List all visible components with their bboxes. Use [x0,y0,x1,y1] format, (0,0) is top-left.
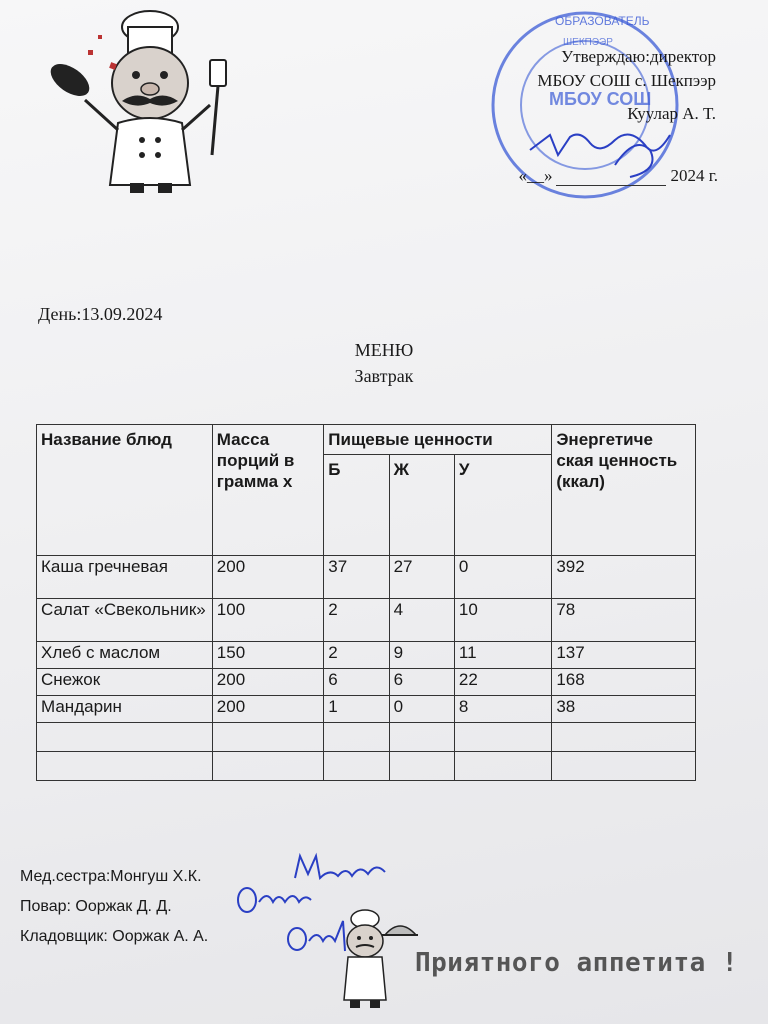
cell-mass: 200 [212,696,324,723]
menu-title: МЕНЮ [354,340,414,360]
cell-b: 6 [324,669,389,696]
cell-mass: 200 [212,669,324,696]
stamp-text-bot: ШЕКПЭЭР [563,37,613,48]
table-row [37,696,696,723]
menu-table [36,424,696,781]
chef-with-cloche-illustration [330,905,420,1010]
approval-title: Утверждаю:директор [561,47,716,66]
table-row-empty [37,752,696,781]
approval-school: МБОУ СОШ с. Шекпээр [537,71,716,90]
cell-name: Каша гречневая [37,556,213,599]
staff-nurse: Мед.сестра:Монгуш Х.К. [20,868,202,885]
menu-date: День:13.09.2024 [38,304,163,324]
cell-name: Салат «Свекольник» [37,599,213,642]
stamp-text-top: ОБРАЗОВАТЕЛЬ [555,14,650,28]
table-row [37,599,696,642]
cell-mass: 100 [212,599,324,642]
cell-name: Снежок [37,669,213,696]
approval-date-suffix: 2024 г. [670,166,718,185]
table-row [37,642,696,669]
cell-u: 22 [454,669,551,696]
cell-u: 0 [454,556,551,599]
header-dish-name: Название блюд [37,425,213,556]
director-signature [520,115,690,185]
cell-b: 1 [324,696,389,723]
cell-energy: 392 [552,556,696,599]
bon-appetit-text: Приятного аппетита ! [415,948,739,978]
cell-b: 37 [324,556,389,599]
cell-zh: 6 [389,669,454,696]
header-proteins: Б [324,455,389,556]
stamp-text-mid: МБОУ СОШ [549,89,652,109]
cell-zh: 9 [389,642,454,669]
cook-signature [235,880,315,916]
table-row-empty [37,723,696,752]
staff-cook: Повар: Ооржак Д. Д. [20,898,172,915]
cell-mass: 150 [212,642,324,669]
cell-energy: 168 [552,669,696,696]
staff-storekeeper: Кладовщик: Ооржак А. А. [20,928,209,945]
header-mass: Масса порций в грамма х [212,425,324,556]
cell-energy: 137 [552,642,696,669]
header-energy: Энергетиче ская ценность (ккал) [552,425,696,556]
table-row [37,669,696,696]
chef-illustration [40,5,230,200]
cell-mass: 200 [212,556,324,599]
cell-zh: 4 [389,599,454,642]
cell-energy: 38 [552,696,696,723]
cell-u: 11 [454,642,551,669]
header-nutrition: Пищевые ценности [324,425,552,455]
cell-zh: 27 [389,556,454,599]
cell-name: Хлеб с маслом [37,642,213,669]
cell-b: 2 [324,599,389,642]
header-carbs: У [454,455,551,556]
cell-u: 10 [454,599,551,642]
meal-title: Завтрак [354,366,414,386]
cell-b: 2 [324,642,389,669]
approval-director-name: Куулар А. Т. [627,104,716,123]
cell-name: Мандарин [37,696,213,723]
approval-date-prefix: «__» [518,166,553,185]
cell-u: 8 [454,696,551,723]
cell-energy: 78 [552,599,696,642]
cell-zh: 0 [389,696,454,723]
header-fats: Ж [389,455,454,556]
table-row [37,556,696,599]
